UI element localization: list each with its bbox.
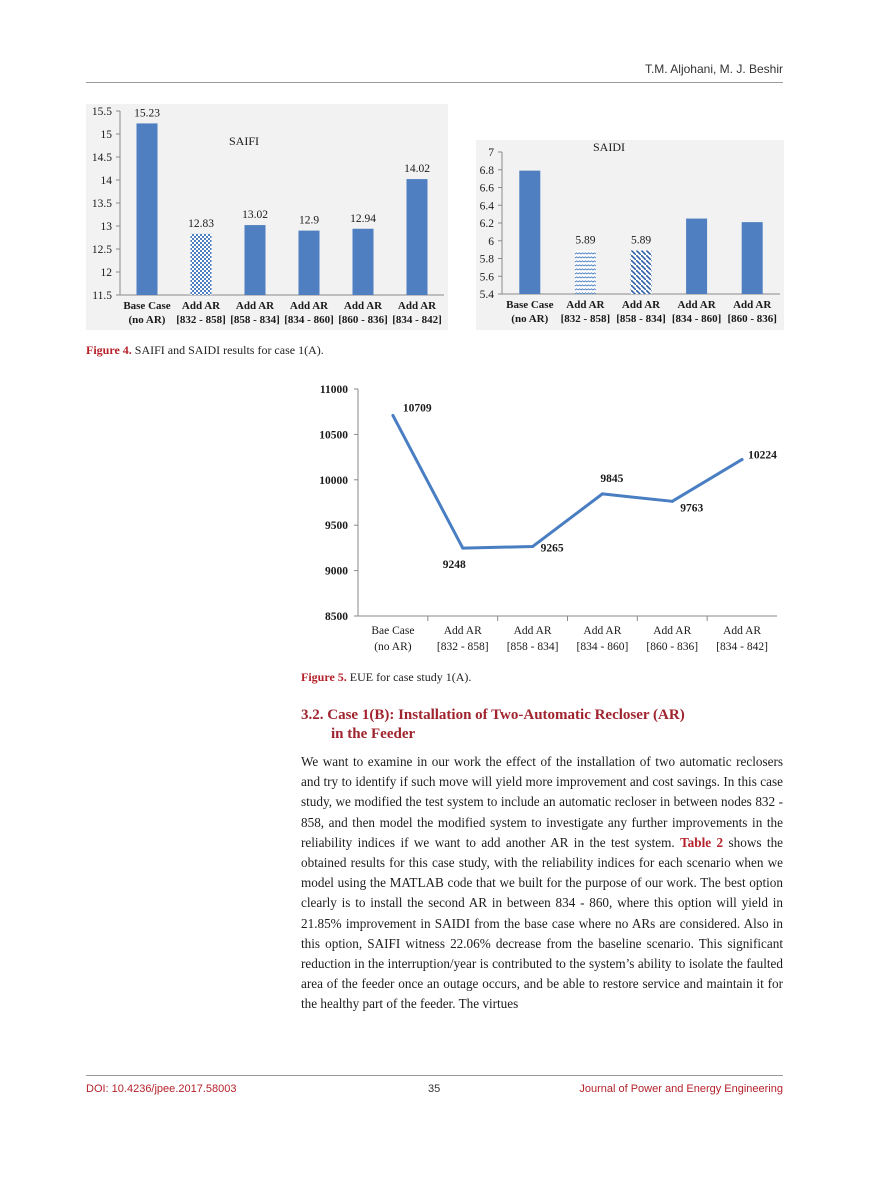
footer-rule [86, 1075, 783, 1076]
saifi-data-label: 13.02 [242, 209, 268, 222]
saidi-data-label: 5.89 [630, 234, 652, 247]
eue-category-label: Add AR [583, 625, 622, 637]
eue-category-label: Add AR [723, 625, 762, 637]
saifi-category-label: Add AR [181, 300, 221, 312]
saifi-y-tick-label: 13 [100, 221, 112, 233]
eue-category-sublabel: [832 - 858] [436, 641, 489, 653]
eue-data-label: 10709 [402, 402, 432, 415]
eue-data-label: 9845 [600, 472, 624, 485]
section-heading-line2: in the Feeder [331, 726, 416, 742]
saidi-bar [631, 251, 652, 294]
saidi-chart-svg [476, 140, 784, 330]
eue-data-label: 9763 [680, 502, 704, 515]
figure4-caption [86, 343, 324, 358]
saifi-data-label: 14.02 [404, 163, 430, 176]
eue-data-point [601, 492, 604, 495]
saifi-bar [137, 123, 158, 295]
saidi-category-label: Add AR [566, 299, 605, 311]
saifi-y-tick-label: 12.5 [91, 244, 112, 256]
figure5-caption [301, 670, 471, 685]
saidi-y-tick-label: 6 [488, 235, 494, 248]
saidi-category-sublabel: [834 - 860] [671, 313, 722, 325]
saifi-category-sublabel: (no AR) [128, 314, 166, 326]
saifi-y-tick-label: 14.5 [91, 152, 112, 164]
saifi-bar [191, 234, 212, 295]
saifi-chart [86, 104, 448, 330]
eue-data-label: 9265 [540, 542, 564, 555]
figure5-caption-label: Figure 5. [301, 670, 347, 684]
figure5-caption-text: EUE for case study 1(A). [346, 670, 472, 684]
saidi-y-tick-label: 5.6 [479, 271, 494, 284]
saidi-category-sublabel: [858 - 834] [616, 313, 666, 325]
saidi-category-label: Add AR [677, 299, 716, 311]
saifi-category-label: Base Case [123, 300, 171, 312]
eue-category-label: Add AR [653, 625, 692, 637]
eue-data-label: 10224 [748, 449, 777, 462]
saidi-y-tick-label: 6.6 [479, 182, 494, 195]
saifi-chart-svg [86, 104, 448, 330]
footer-doi[interactable]: DOI: 10.4236/jpee.2017.58003 [86, 1083, 237, 1095]
eue-category-sublabel: [860 - 836] [646, 641, 699, 653]
saifi-category-label: Add AR [235, 300, 275, 312]
saifi-category-sublabel: [834 - 842] [392, 314, 442, 326]
saifi-data-label: 12.9 [298, 214, 320, 227]
body-paragraph [301, 752, 783, 1015]
section-heading [301, 706, 781, 744]
saidi-category-label: Base Case [506, 299, 554, 311]
eue-chart [301, 378, 785, 663]
saidi-y-tick-label: 5.4 [479, 289, 494, 301]
eue-y-tick-label: 10000 [319, 474, 348, 487]
eue-data-point [671, 500, 674, 503]
eue-y-tick-label: 9500 [325, 520, 348, 533]
eue-data-point [531, 545, 534, 548]
eue-category-sublabel: [858 - 834] [506, 641, 559, 653]
saifi-y-tick-label: 12 [100, 267, 112, 279]
saidi-y-tick-label: 7 [488, 147, 494, 159]
saidi-chart [476, 140, 784, 330]
eue-category-sublabel: [834 - 842] [716, 641, 768, 653]
table-reference-link[interactable]: Table 2 [680, 834, 724, 850]
saidi-bar [575, 251, 596, 294]
figure4-caption-text: SAIFI and SAIDI results for case 1(A). [131, 343, 324, 357]
saifi-bar [407, 179, 428, 295]
saifi-data-label: 12.94 [350, 212, 376, 225]
saifi-title: SAIFI [228, 134, 260, 148]
saidi-bar [686, 219, 707, 294]
saidi-y-tick-label: 6.2 [479, 218, 494, 230]
saifi-category-label: Add AR [343, 300, 383, 312]
eue-category-label: Add AR [513, 625, 552, 637]
eue-data-point [461, 547, 464, 550]
eue-y-tick-label: 10500 [319, 429, 348, 442]
eue-category-sublabel: [834 - 860] [576, 641, 629, 653]
figure4-caption-label: Figure 4. [86, 343, 132, 357]
saidi-category-sublabel: [860 - 836] [727, 313, 777, 325]
eue-chart-svg [301, 378, 785, 663]
saidi-category-label: Add AR [733, 299, 772, 311]
saifi-data-label: 12.83 [188, 217, 214, 230]
eue-category-label: Add AR [443, 625, 482, 637]
saidi-category-sublabel: (no AR) [511, 313, 549, 325]
saifi-category-label: Add AR [397, 300, 437, 312]
saifi-y-tick-label: 13.5 [91, 198, 112, 210]
paragraph-part2: shows the obtained results for this case study, with the reliability indices for each scenario when we model using the MATLAB code that we built for the purpose of our work. The best option clearly is to install the second AR in between 834 - 860, where this option will yield in 21.85% improvement in SAIDI from the base case where no ARs are considered. Also in this option, SAIFI witness 22.06% decrease from the baseline scenario. This significant reduction in the interruption/year is contributed to the system’s ability to isolate the faulted area of the feeder once an outage occurs, and be able to restore service and maintain it for the healthy part of the feeder. The virtues [301, 834, 784, 1012]
saifi-category-sublabel: [858 - 834] [230, 314, 280, 326]
eue-data-point [741, 458, 744, 461]
saidi-bar [519, 171, 540, 294]
saifi-bar [299, 231, 320, 295]
saidi-title: SAIDI [593, 140, 625, 154]
eue-category-sublabel: (no AR) [374, 641, 412, 653]
saifi-data-label: 15.23 [134, 107, 160, 120]
saifi-category-sublabel: [860 - 836] [338, 314, 388, 326]
saidi-y-tick-label: 6.8 [479, 164, 494, 177]
saifi-y-tick-label: 15 [100, 129, 112, 141]
saidi-y-tick-label: 5.8 [479, 253, 494, 266]
saidi-category-label: Add AR [621, 299, 661, 311]
eue-y-tick-label: 9000 [325, 565, 348, 578]
running-header: T.M. Aljohani, M. J. Beshir [644, 62, 783, 76]
eue-y-tick-label: 8500 [325, 611, 348, 623]
saidi-category-sublabel: [832 - 858] [560, 313, 611, 325]
saifi-category-label: Add AR [289, 300, 329, 312]
saifi-category-sublabel: [834 - 860] [284, 314, 334, 326]
paragraph-part1: We want to examine in our work the effect of the installation of two automatic reclosers and try to identify if such move will yield more improvement and cost savings. In this case study, we modified the test system to include an automatic recloser in between nodes 832 - 858, and then model the modified system to investigate any further improvements in the reliability indices if we want to add another AR in the test system. [301, 754, 783, 850]
saidi-y-tick-label: 6.4 [479, 200, 494, 213]
saifi-category-sublabel: [832 - 858] [176, 314, 226, 326]
eue-y-tick-label: 11000 [319, 384, 348, 396]
footer-journal: Journal of Power and Energy Engineering [579, 1083, 783, 1095]
eue-data-point [391, 414, 394, 417]
saifi-y-tick-label: 11.5 [92, 290, 112, 302]
header-rule [86, 82, 783, 83]
saifi-y-tick-label: 15.5 [91, 106, 112, 118]
saifi-bar [245, 225, 266, 295]
saifi-y-tick-label: 14 [100, 175, 112, 187]
eue-data-label: 9248 [442, 559, 466, 572]
page-number: 35 [428, 1083, 441, 1095]
eue-category-label: Bae Case [371, 625, 415, 637]
saidi-data-label: 5.89 [575, 234, 596, 247]
eue-background [301, 378, 785, 663]
saifi-bar [353, 229, 374, 295]
section-heading-line1: 3.2. Case 1(B): Installation of Two-Automatic Recloser (AR) [301, 707, 685, 723]
saidi-bar [742, 222, 763, 294]
